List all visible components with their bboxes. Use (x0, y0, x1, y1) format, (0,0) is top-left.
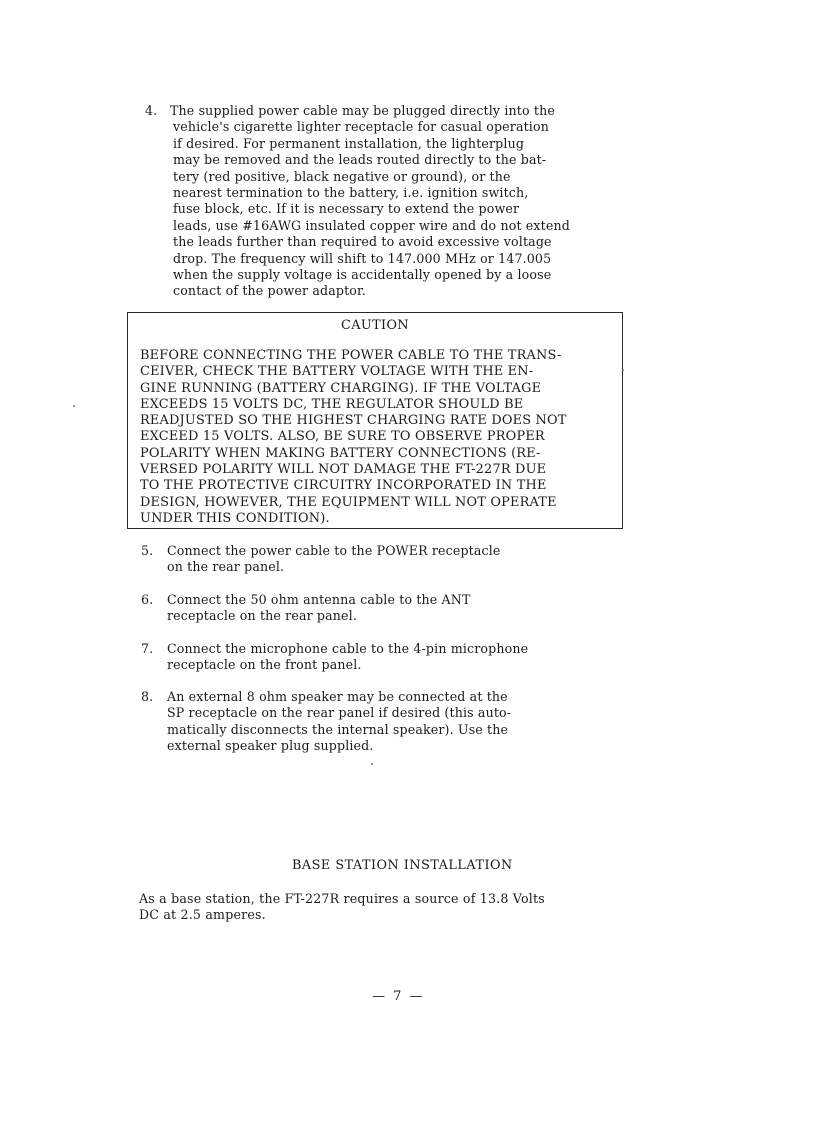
list-item-number: 4. (145, 103, 158, 118)
list-item-number: 5. (141, 543, 154, 558)
list-item-number: 7. (141, 641, 154, 656)
scan-speck (73, 405, 75, 407)
list-item-text: The supplied power cable may be plugged directly into the vehicle's cigarette lighter receptacle for casual operation if desired. For permanent installation, the lighterplug may be removed and the leads routed directly to the bat- tery (red positive, black negative or ground), or the nearest termination to the battery, i.e. ignition switch, fuse block, etc. If it is necessary to extend the power leads, use #16AWG insulated copper wire and do not extend the leads further than required to avoid excessive voltage drop. The frequency will shift to 147.000 MHz or 147.005 when the supply voltage is accidentally opened by a loose contact of the power adaptor. (170, 103, 570, 299)
scan-speck (371, 763, 373, 765)
list-item-7 (141, 641, 611, 674)
caution-title: CAUTION (341, 318, 409, 333)
list-item-5 (141, 543, 611, 576)
base-station-paragraph: As a base station, the FT-227R requires a source of 13.8 Volts DC at 2.5 amperes. (139, 891, 545, 923)
caution-box (127, 312, 623, 529)
page-number: — 7 — (372, 989, 425, 1004)
section-heading: BASE STATION INSTALLATION (292, 858, 513, 873)
list-item-number: 6. (141, 592, 154, 607)
scan-speck (622, 369, 624, 371)
list-item-text: Connect the power cable to the POWER receptacle on the rear panel. (167, 543, 501, 575)
list-item-text: Connect the 50 ohm antenna cable to the ANT receptacle on the rear panel. (167, 592, 471, 624)
caution-text: BEFORE CONNECTING THE POWER CABLE TO THE TRANS- CEIVER, CHECK THE BATTERY VOLTAGE WITH THE EN- GINE RUNNING (BATTERY CHARGING). IF THE VOLTAGE EXCEEDS 15 VOLTS DC, THE REGULATOR SHOULD BE READJUSTED SO THE HIGHEST CHARGING RATE DOES NOT EXCEED 15 VOLTS. ALSO, BE SURE TO OBSERVE PROPER POLARITY WHEN MAKING BATTERY CONNECTIONS (RE- VERSED POLARITY WILL NOT DAMAGE THE FT-227R DUE TO THE PROTECTIVE CIRCUITRY INCORPORATED IN THE DESIGN, HOWEVER, THE EQUIPMENT WILL NOT OPERATE UNDER THIS CONDITION). (140, 348, 567, 526)
list-item-number: 8. (141, 689, 154, 704)
list-item-text: Connect the microphone cable to the 4-pin microphone receptacle on the front panel. (167, 641, 529, 673)
list-item-6 (141, 592, 611, 625)
list-item-8 (141, 689, 611, 755)
list-item-text: An external 8 ohm speaker may be connected at the SP receptacle on the rear panel if desired (this auto- matically disconnects the internal speaker). Use the external speaker plug supplied. (167, 689, 512, 754)
list-item-4 (145, 103, 615, 300)
